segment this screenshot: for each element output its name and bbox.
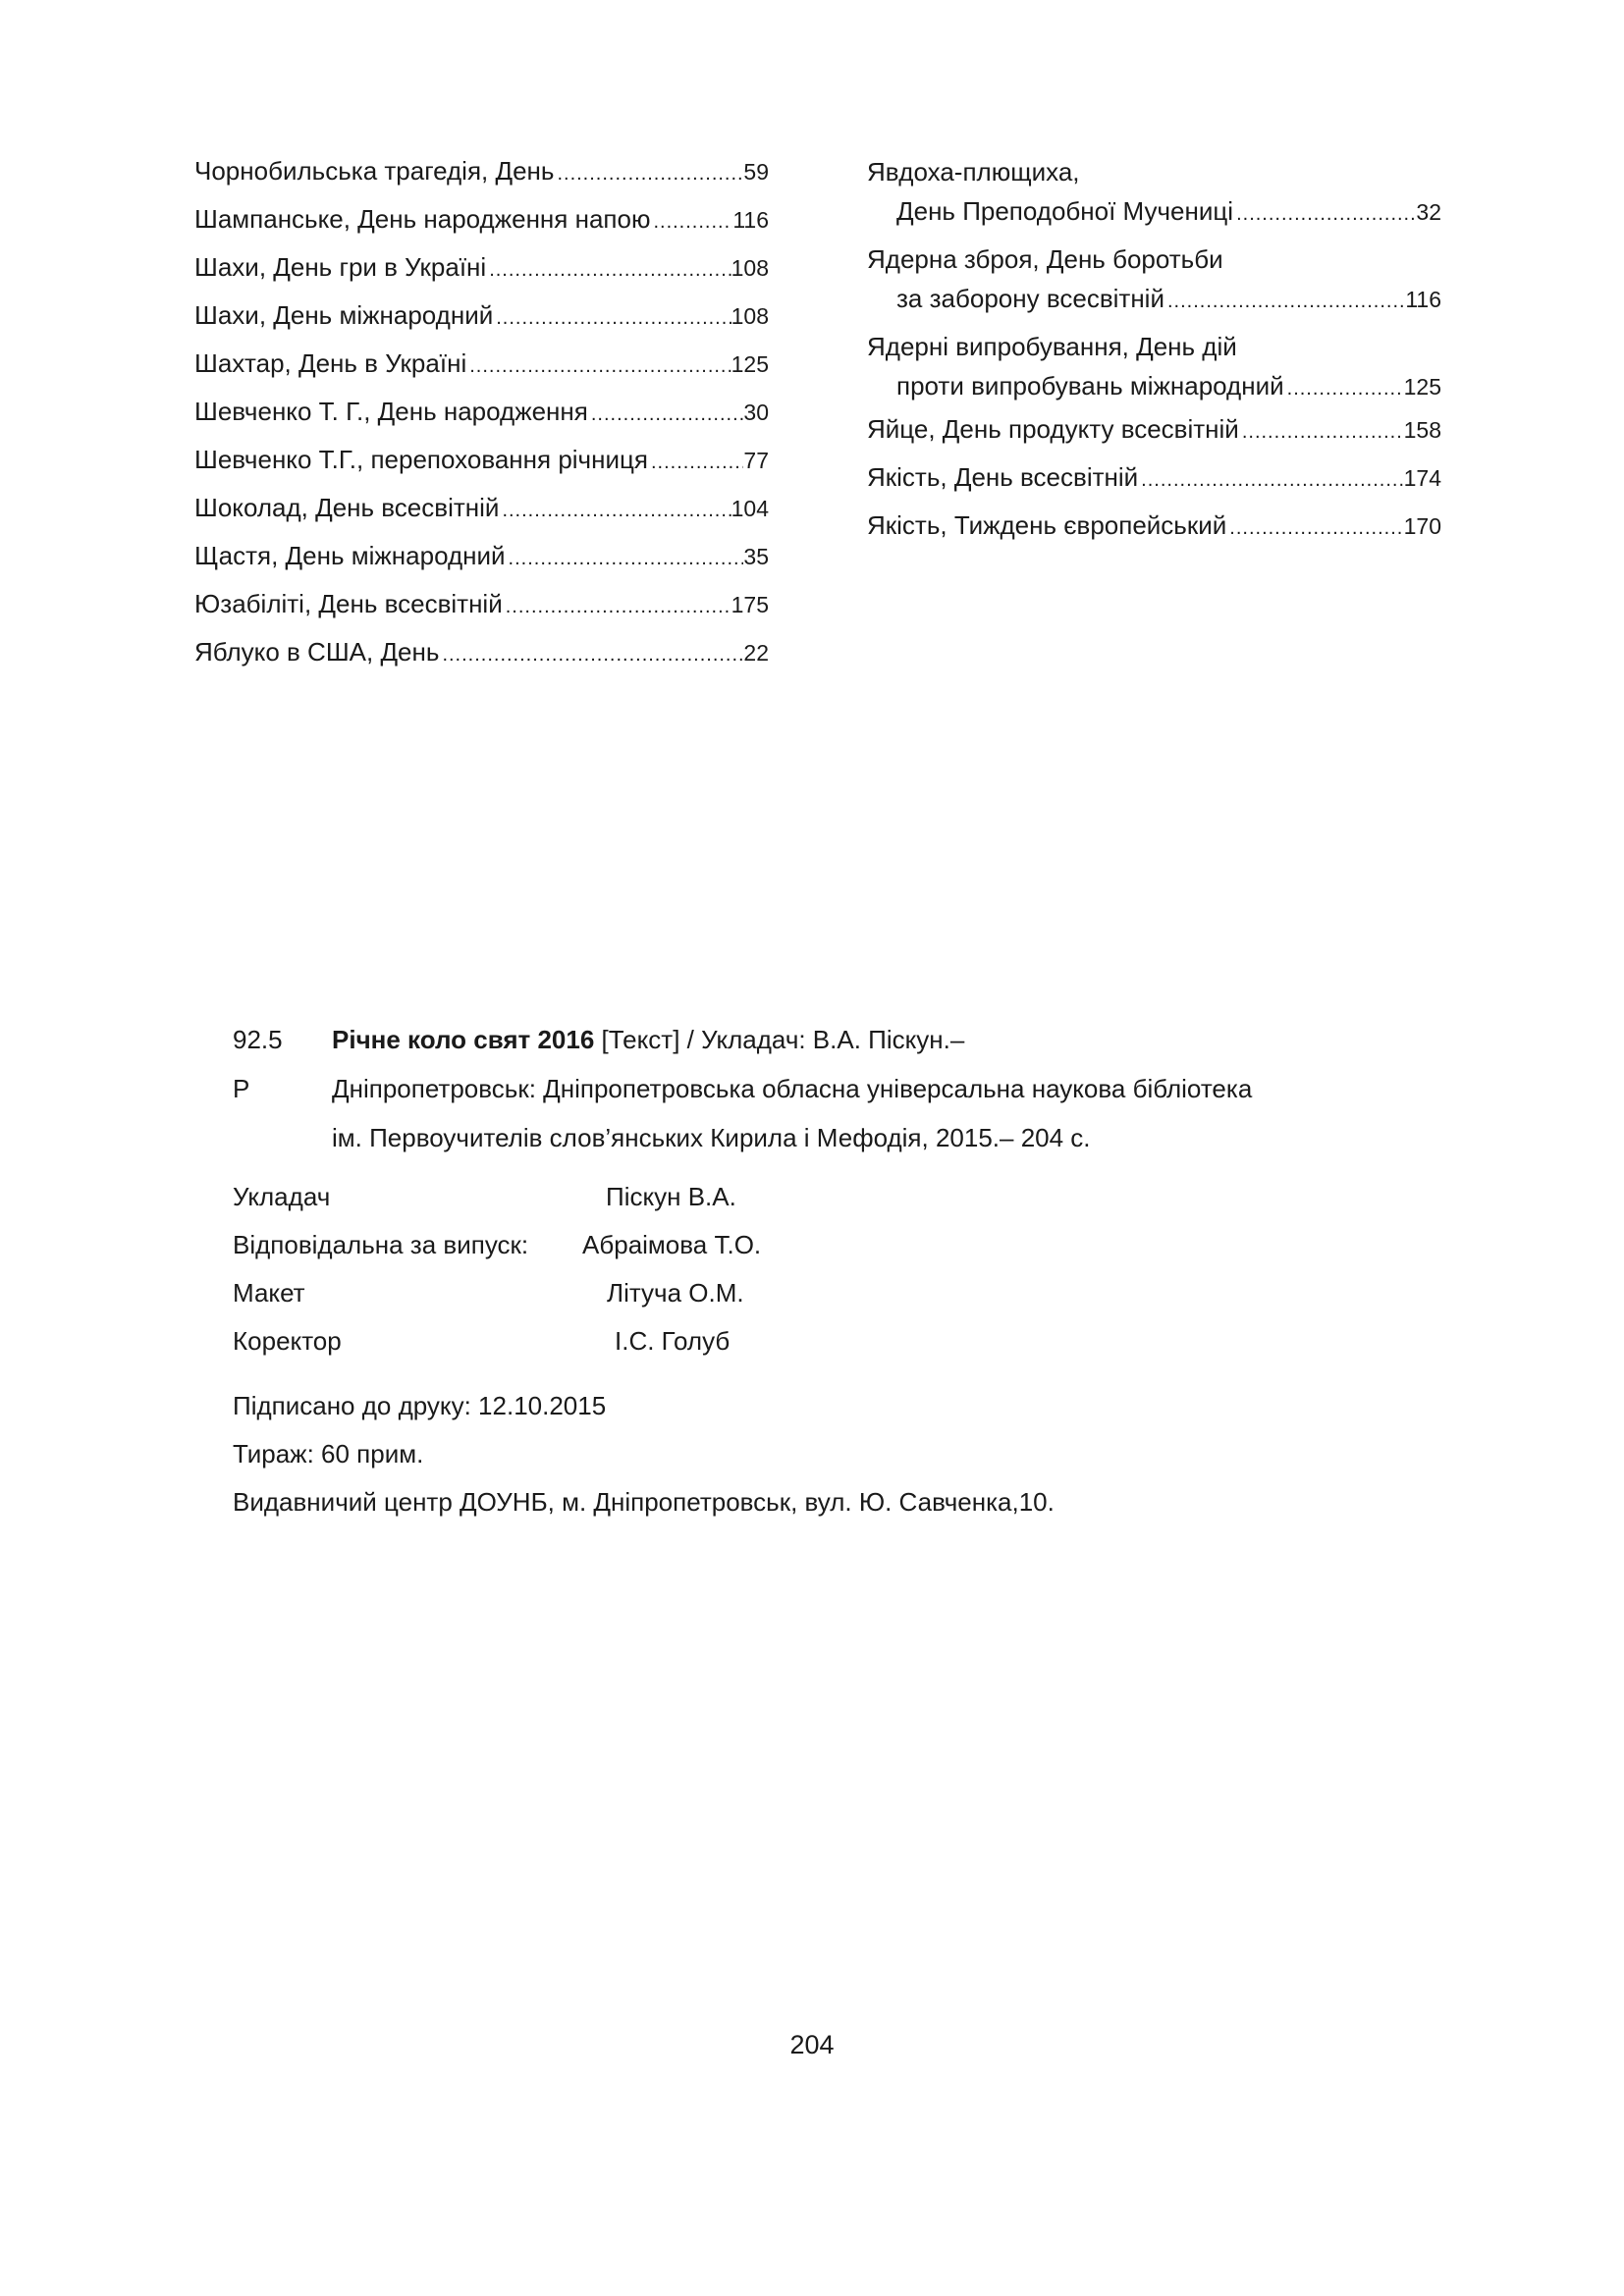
index-entry (867, 152, 1441, 231)
index-entry-label: проти випробувань міжнародний (896, 371, 1284, 400)
index-entry-continuation (867, 191, 1441, 231)
dot-leader (1164, 282, 1405, 321)
bib-publisher-line: Дніпропетровськ: Дніпропетровська обласна універсальна наукова бібліотека (332, 1074, 1253, 1103)
dot-leader (506, 535, 744, 583)
index-entry-label: Якість, День всесвітній (867, 462, 1139, 492)
index-entry (867, 454, 1441, 502)
index-entry (194, 484, 769, 532)
credit-name: Піскун В.А. (606, 1182, 736, 1211)
index-entry-page: 158 (1403, 417, 1441, 443)
index-entry (194, 340, 769, 388)
index-entry-page: 116 (732, 207, 769, 233)
circulation: Тираж: 60 прим. (233, 1439, 424, 1468)
index-entry-page: 125 (731, 351, 769, 377)
index-entry-continuation (867, 279, 1441, 318)
author-mark: Р (233, 1074, 250, 1103)
bib-publisher-line: ім. Первоучителів слов’янських Кирила і Мефодія, 2015.– 204 с. (332, 1123, 1091, 1152)
index-entry-label: Шампанське, День народження напою (194, 204, 651, 234)
credit-role: Укладач (233, 1182, 331, 1211)
credit-name: Абраімова Т.О. (582, 1230, 762, 1259)
dot-leader (499, 487, 731, 535)
index-entry-label: Шахи, День гри в Україні (194, 252, 487, 282)
dot-leader (588, 391, 744, 439)
index-entry-page: 59 (743, 159, 769, 185)
index-entry-page: 32 (1416, 199, 1441, 225)
index-entry-label: Шевченко Т.Г., перепоховання річниця (194, 445, 648, 474)
dot-leader (1284, 369, 1404, 408)
index-entry (194, 388, 769, 436)
credit-role: Коректор (233, 1326, 342, 1356)
index-entry (194, 436, 769, 484)
index-entry-heading: Ядерні випробування, День дій (867, 332, 1237, 361)
index-entry-label: Якість, Тиждень європейський (867, 510, 1227, 540)
index-entry-page: 30 (743, 400, 769, 425)
dot-leader (554, 150, 743, 198)
index-entry (867, 240, 1441, 318)
dot-leader (439, 631, 743, 679)
index-entry (867, 327, 1441, 405)
dot-leader (1239, 408, 1404, 456)
print-info (233, 1382, 1055, 1526)
index-entry-label: Щастя, День міжнародний (194, 541, 506, 570)
credit-role: Відповідальна за випуск: (233, 1230, 529, 1259)
dot-leader (493, 294, 731, 343)
index-entry-label: Чорнобильська трагедія, День (194, 156, 555, 186)
credit-role: Макет (233, 1278, 305, 1308)
index-entry (867, 502, 1441, 550)
index-entry-label: Шахи, День міжнародний (194, 300, 494, 330)
index-entry (194, 532, 769, 580)
index-entry-page: 125 (1403, 374, 1441, 400)
index-entry-page: 35 (743, 544, 769, 569)
index-entry-label: Юзабіліті, День всесвітній (194, 589, 503, 618)
bib-row (233, 1064, 1411, 1113)
dot-leader (466, 343, 731, 391)
index-entry (194, 243, 769, 292)
index-entry (867, 405, 1441, 454)
credit-name: І.С. Голуб (615, 1326, 731, 1356)
index-entry-page: 108 (731, 303, 769, 329)
index-entry-label: Яблуко в США, День (194, 637, 440, 667)
index-entry-page: 174 (1403, 465, 1441, 491)
dot-leader (486, 246, 731, 294)
index-entry-label: Шоколад, День всесвітній (194, 493, 500, 522)
publisher-address: Видавничий центр ДОУНБ, м. Дніпропетровськ, вул. Ю. Савченка,10. (233, 1487, 1055, 1517)
classification-code: 92.5 (233, 1025, 283, 1054)
index-entry-continuation (867, 366, 1441, 405)
index-entry-page: 175 (731, 592, 769, 617)
bib-row (233, 1015, 1411, 1064)
dot-leader (648, 439, 743, 487)
index-entry-page: 77 (743, 448, 769, 473)
bib-row (233, 1113, 1411, 1162)
page-number: 204 (789, 2030, 835, 2059)
dot-leader (503, 583, 731, 631)
credit-name: Літуча О.М. (607, 1278, 744, 1308)
index-column-left (194, 147, 769, 676)
index-column-right (867, 152, 1441, 550)
dot-leader (1138, 456, 1403, 505)
index-entry (194, 195, 769, 243)
index-entry-page: 22 (743, 640, 769, 666)
index-entry-page: 170 (1403, 513, 1441, 539)
dot-leader (650, 198, 732, 246)
index-entry-label: Шевченко Т. Г., День народження (194, 397, 588, 426)
index-entry-label: Шахтар, День в Україні (194, 348, 467, 378)
index-entry (194, 292, 769, 340)
index-entry-heading: Ядерна зброя, День боротьби (867, 244, 1223, 274)
dot-leader (1226, 505, 1403, 553)
bibliographic-record (233, 1015, 1411, 1162)
book-title: Річне коло свят 2016 (332, 1025, 595, 1054)
book-title-rest: [Текст] / Укладач: В.А. Піскун.– (594, 1025, 965, 1054)
dot-leader (1233, 194, 1416, 234)
index-entry-page: 116 (1405, 287, 1441, 312)
signed-for-print: Підписано до друку: 12.10.2015 (233, 1391, 607, 1420)
index-entry-label: Яйце, День продукту всесвітній (867, 414, 1239, 444)
index-entry-label: за заборону всесвітній (896, 284, 1164, 313)
index-entry (194, 580, 769, 628)
index-entry (194, 628, 769, 676)
index-entry-label: День Преподобної Мучениці (896, 196, 1234, 226)
index-entry-heading: Явдоха-плющиха, (867, 157, 1080, 187)
index-entry-page: 104 (731, 496, 769, 521)
index-entry-page: 108 (731, 255, 769, 281)
bib-title-line (332, 1015, 964, 1064)
index-entry (194, 147, 769, 195)
